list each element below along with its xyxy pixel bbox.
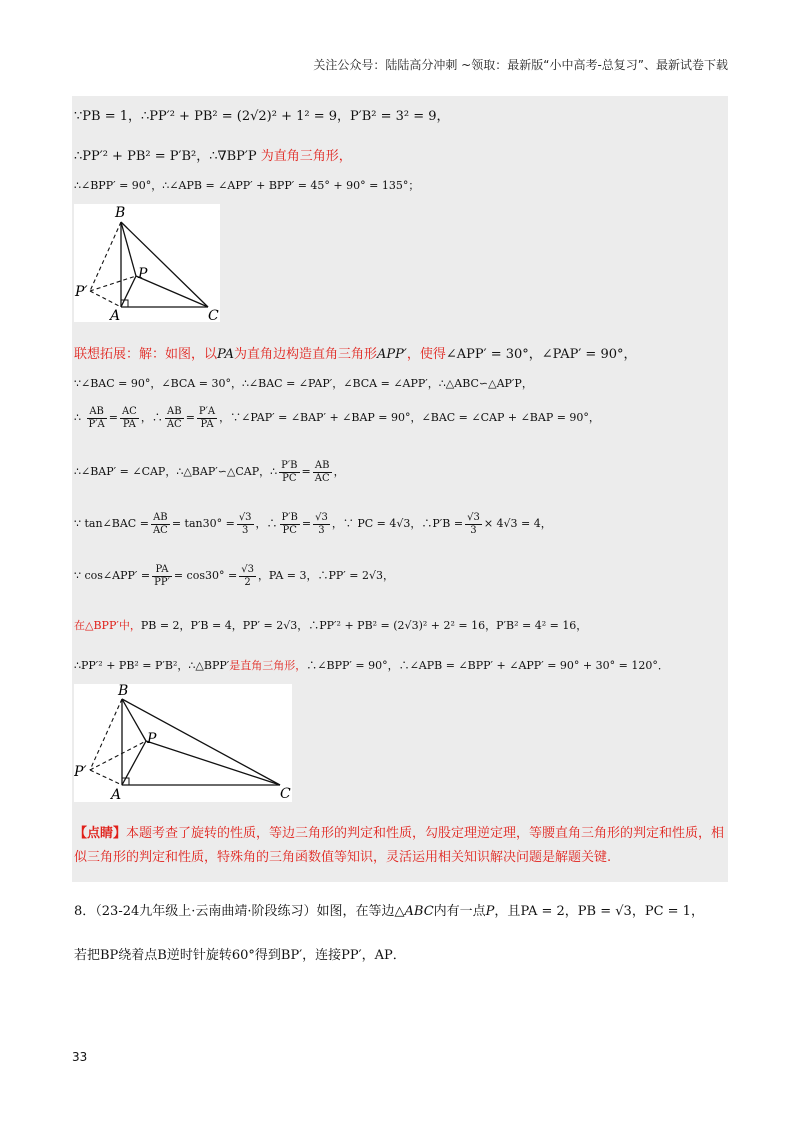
fig2-label-B: B (118, 684, 129, 699)
solution-line-2-math: ∴PP′² + PB² = P′B²，∴∇BP′P (74, 149, 261, 164)
fraction: $\frac{AB}{AC}$ (166, 406, 182, 430)
fraction: $\frac{P'B}{PC}$ (281, 460, 298, 484)
extension-app: APP′ (376, 347, 407, 362)
solution-line-7: ∴∠BAP′ = ∠CAP，∴△BAP′∽△CAP，∴ $\frac{P'B}{PC}$ = $\frac{AB}{AC}$ ， (74, 460, 345, 484)
extension-pa: PA (217, 347, 234, 362)
text-run: ，∴ (140, 411, 163, 424)
fig1-label-A: A (110, 308, 121, 322)
math-abc: △ABC (394, 904, 434, 919)
fraction: $\frac{√3}{3}$ (467, 512, 480, 536)
text-run: ，∴ (255, 517, 278, 530)
fig2-label-A: A (111, 787, 122, 802)
text-run: ∵ tan∠BAC = (74, 517, 149, 530)
text-run: ，PA = 3，∴PP′ = 2√3， (257, 569, 394, 582)
key-point-text: 本题考查了旋转的性质，等边三角形的判定和性质，勾股定理逆定理，等腰直角三角形的判定和性质，相似三角形的判定和性质，特殊角的三角函数值等知识，灵活运用相关知识解决问题是解题关键. (74, 826, 725, 865)
solution-line-10 (74, 620, 587, 631)
text-run: = cos30° = (173, 569, 238, 582)
fraction: $\frac{P'B}{PC}$ (281, 512, 298, 536)
fraction: $\frac{√3}{3}$ (238, 512, 252, 536)
extension-intro: 联想拓展：解：如图，以 (74, 347, 218, 362)
solution-line-1: ∵PB = 1，∴PP′² + PB² = (2√2)² + 1² = 9，P′B² = 3² = 9， (74, 109, 450, 124)
math-p: P (485, 904, 495, 919)
extension-angles: ∠APP′ = 30°，∠PAP′ = 90°， (445, 347, 637, 362)
fraction: $\frac{PA}{PP'}$ (154, 564, 170, 588)
fig2-label-P: P (147, 731, 157, 747)
text-run: 内有一点 (433, 904, 486, 919)
fig1-label-Pprime: P′ (75, 284, 88, 300)
solution-line-2-red: 为直角三角形， (260, 149, 352, 164)
solution-line-11 (74, 660, 669, 671)
text-run: PA = 2，PB = √3，PC = 1， (520, 904, 704, 919)
fig2-label-Pprime: P′ (74, 764, 87, 780)
text-run: PB = 2，P′B = 4，PP′ = 2√3，∴PP′² + PB² = (2√3)² + 2² = 16，P′B² = 4² = 16， (140, 619, 588, 632)
text-run: ∴∠BPP′ = 90°，∴∠APB = ∠BPP′ + ∠APP′ = 90° + 30° = 120°． (306, 659, 669, 672)
page-number: 33 (72, 1050, 88, 1064)
text-run: = (301, 517, 312, 530)
question-8-line-1 (74, 900, 704, 919)
fraction: $\frac{√3}{2}$ (241, 564, 254, 588)
solution-line-4 (74, 348, 637, 361)
text-run: ，且 (494, 904, 521, 919)
solution-line-6: ∴ $\frac{AB}{P'A}$ = $\frac{AC}{PA}$ ，∴ $\frac{AB}{AC}$ = $\frac{P'A}{PA}$ ，∵∠PAP′ = ∠BAP′ + ∠BAP = 90°，∠BAC = ∠CAP + ∠BAP = 90°， (74, 406, 600, 430)
figure-1 (74, 204, 220, 322)
in-triangle-text: 在△BPP′中， (74, 619, 141, 632)
solution-line-5: ∵∠BAC = 90°，∠BCA = 30°，∴∠BAC = ∠PAP′，∠BCA = ∠APP′，∴△ABC∽△AP′P， (74, 377, 533, 390)
fraction: $\frac{AC}{PA}$ (121, 406, 137, 430)
fig1-label-B: B (115, 205, 126, 221)
key-point-note (74, 822, 728, 870)
solution-line-9 (74, 564, 394, 588)
fig2-label-C: C (280, 786, 291, 802)
fraction: $\frac{AB}{P'A}$ (88, 406, 105, 430)
therefore-symbol: ∴ (74, 411, 81, 424)
extension-so: ，使得 (406, 347, 446, 362)
text-run: ，∵∠PAP′ = ∠BAP′ + ∠BAP = 90°，∠BAC = ∠CAP + ∠BAP = 90°， (219, 411, 600, 424)
fraction: $\frac{√3}{3}$ (315, 512, 328, 536)
text-run: ∴∠BAP′ = ∠CAP，∴△BAP′∽△CAP，∴ (74, 465, 278, 478)
right-triangle-text: 是直角三角形， (229, 659, 307, 672)
text-run: = tan30° = (171, 517, 235, 530)
solution-line-3: ∴∠BPP′ = 90°，∴∠APB = ∠APP′ + BPP′ = 45° + 90° = 135°； (74, 179, 420, 192)
solution-line-8 (74, 512, 552, 536)
text-run: 8．（23-24九年级上·云南曲靖·阶段练习）如图，在等边 (74, 904, 395, 919)
text-run: × 4√3 = 4， (483, 517, 552, 530)
extension-text: 为直角边构造直角三角形 (233, 347, 377, 362)
fraction: $\frac{AB}{AC}$ (152, 512, 168, 536)
figure-2 (74, 684, 292, 802)
text-run: ∵ cos∠APP′ = (74, 569, 151, 582)
fig1-label-P: P (138, 266, 148, 282)
key-point-label: 【点睛】 (74, 826, 127, 841)
fig1-label-C: C (208, 308, 219, 322)
fraction: $\frac{P'A}{PA}$ (198, 406, 216, 430)
fraction: $\frac{AB}{AC}$ (314, 460, 330, 484)
page-header: 关注公众号：陆陆高分冲刺 ~领取：最新版“小中高考-总复习”、最新试卷下载 (313, 58, 728, 72)
text-run: ， (333, 465, 345, 478)
text-run: ，∵ PC = 4√3，∴P′B = (331, 517, 464, 530)
solution-line-2 (74, 150, 352, 163)
text-run: ∴PP′² + PB² = P′B²，∴△BPP′ (74, 659, 230, 672)
question-8-line-2: 若把BP绕着点B逆时针旋转60°得到BP′，连接PP′，AP． (74, 948, 406, 963)
